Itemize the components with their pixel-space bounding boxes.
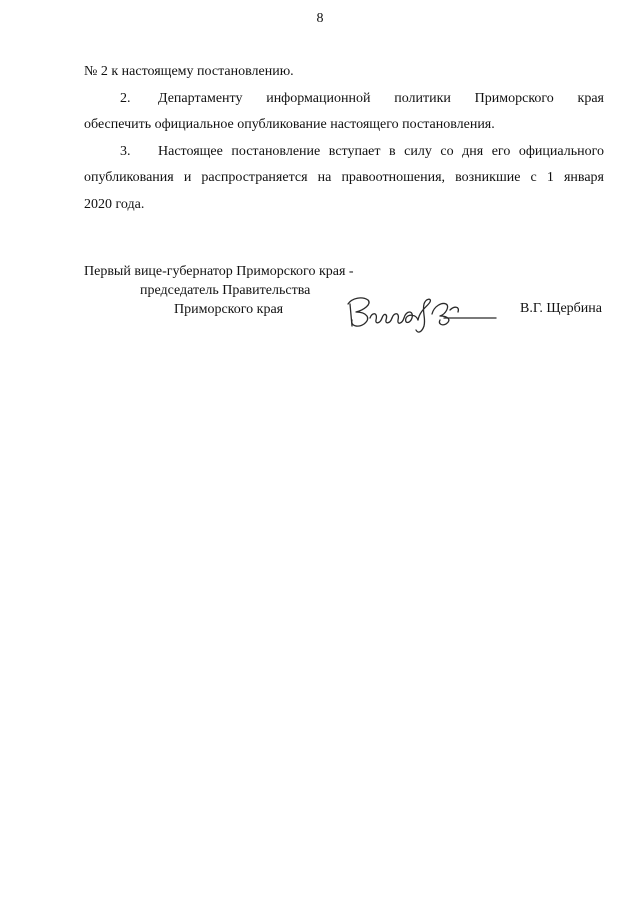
signer-title-line-1: Первый вице-губернатор Приморского края - bbox=[84, 264, 354, 279]
paragraph-continuation: № 2 к настоящему постановлению. bbox=[84, 64, 294, 79]
item-3-text-1: Настоящее постановление вступает в силу со дня его официального bbox=[158, 143, 604, 159]
item-2-text-1: Департаменту информационной политики Приморского края bbox=[158, 90, 604, 106]
handwritten-signature-icon bbox=[342, 292, 500, 338]
page-number: 8 bbox=[316, 11, 324, 26]
document-body bbox=[84, 59, 604, 218]
paragraph-item-3-line-1 bbox=[84, 139, 604, 166]
signer-title-line-2: председатель Правительства bbox=[140, 283, 311, 298]
item-2-number: 2. bbox=[120, 90, 131, 106]
signer-name: В.Г. Щербина bbox=[519, 301, 602, 316]
signature-block bbox=[84, 264, 604, 334]
signer-title-line-3: Приморского края bbox=[174, 302, 284, 317]
item-3-number: 3. bbox=[120, 143, 131, 159]
paragraph-item-2-line-1 bbox=[84, 86, 604, 113]
paragraph-item-3-line-2: опубликования и распространяется на правоотношения, возникшие с 1 января bbox=[84, 170, 604, 185]
paragraph-item-2-line-2: обеспечить официальное опубликование настоящего постановления. bbox=[84, 117, 495, 132]
paragraph-item-3-line-3: 2020 года. bbox=[84, 196, 145, 212]
